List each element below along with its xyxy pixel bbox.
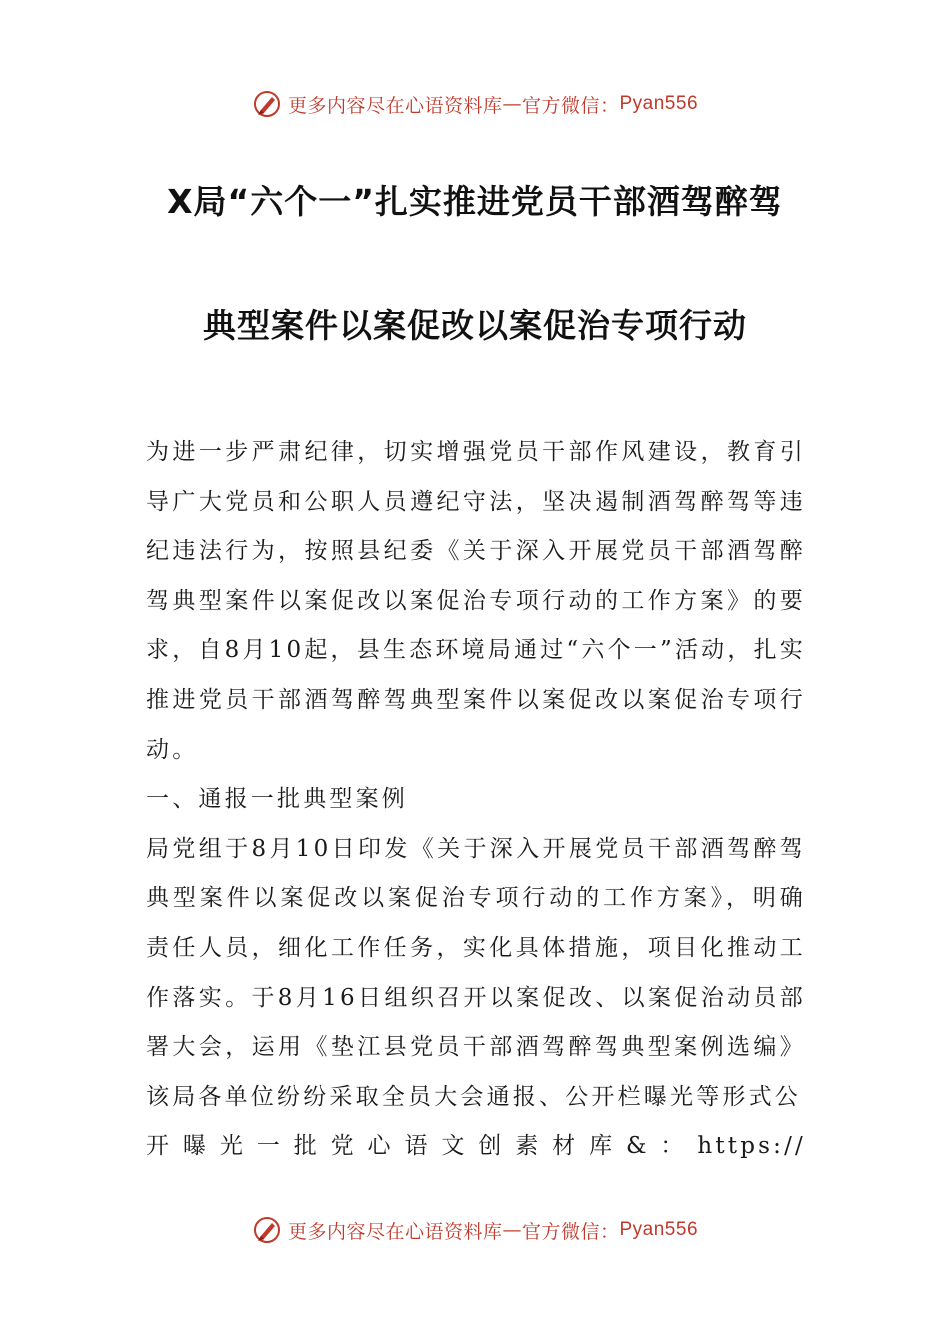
intro-paragraph: 为进一步严肃纪律，切实增强党员干部作风建设，教育引导广大党员和公职人员遵纪守法，坚决遏制酒驾醉驾等违纪违法行为，按照县纪委《关于深入开展党员干部酒驾醉驾典型案件以案促改以案促治专项行动的工作方案》的要求，自8月10起，县生态环境局通过“六个一”活动，扎实推进党员干部酒驾醉驾典型案件以案促改以案促治专项行动。 bbox=[146, 439, 806, 763]
document-title-line1: X局“六个一”扎实推进党员干部酒驾醉驾 bbox=[167, 182, 783, 221]
watermark-contact: 官方微信： bbox=[521, 94, 620, 117]
header-watermark bbox=[0, 84, 950, 124]
section-paragraph-last-line: 开曝光一批党心语文创素材库&：https:// bbox=[146, 1133, 806, 1160]
document-title-line2: 典型案件以案促改以案促治专项行动 bbox=[203, 306, 747, 345]
watermark-text: 更多内容尽在心语资料库 bbox=[287, 94, 503, 117]
watermark-separator: — bbox=[502, 93, 522, 115]
footer-watermark bbox=[0, 1210, 950, 1250]
pen-logo-icon bbox=[252, 89, 282, 119]
pen-logo-icon bbox=[252, 1215, 282, 1245]
watermark-text: 更多内容尽在心语资料库 bbox=[287, 1220, 503, 1243]
watermark-separator: — bbox=[502, 1219, 522, 1241]
document-body bbox=[146, 428, 806, 1172]
watermark-contact: 官方微信： bbox=[521, 1220, 620, 1243]
watermark-wechat-id: Pyan556 bbox=[619, 1219, 699, 1240]
section-paragraph: 局党组于8月10日印发《关于深入开展党员干部酒驾醉驾典型案件以案促改以案促治专项行动的工作方案》，明确责任人员，细化工作任务，实化具体措施，项目化推动工作落实。于8月16日组织召开以案促改、以案促治动员部署大会，运用《垫江县党员干部酒驾醉驾典型案例选编》该局各单位纷纷采取全员大会通报、公开栏曝光等形式公 bbox=[146, 835, 806, 1110]
section-heading: 一、通报一批典型案例 bbox=[146, 786, 408, 813]
watermark-wechat-id: Pyan556 bbox=[619, 93, 699, 114]
